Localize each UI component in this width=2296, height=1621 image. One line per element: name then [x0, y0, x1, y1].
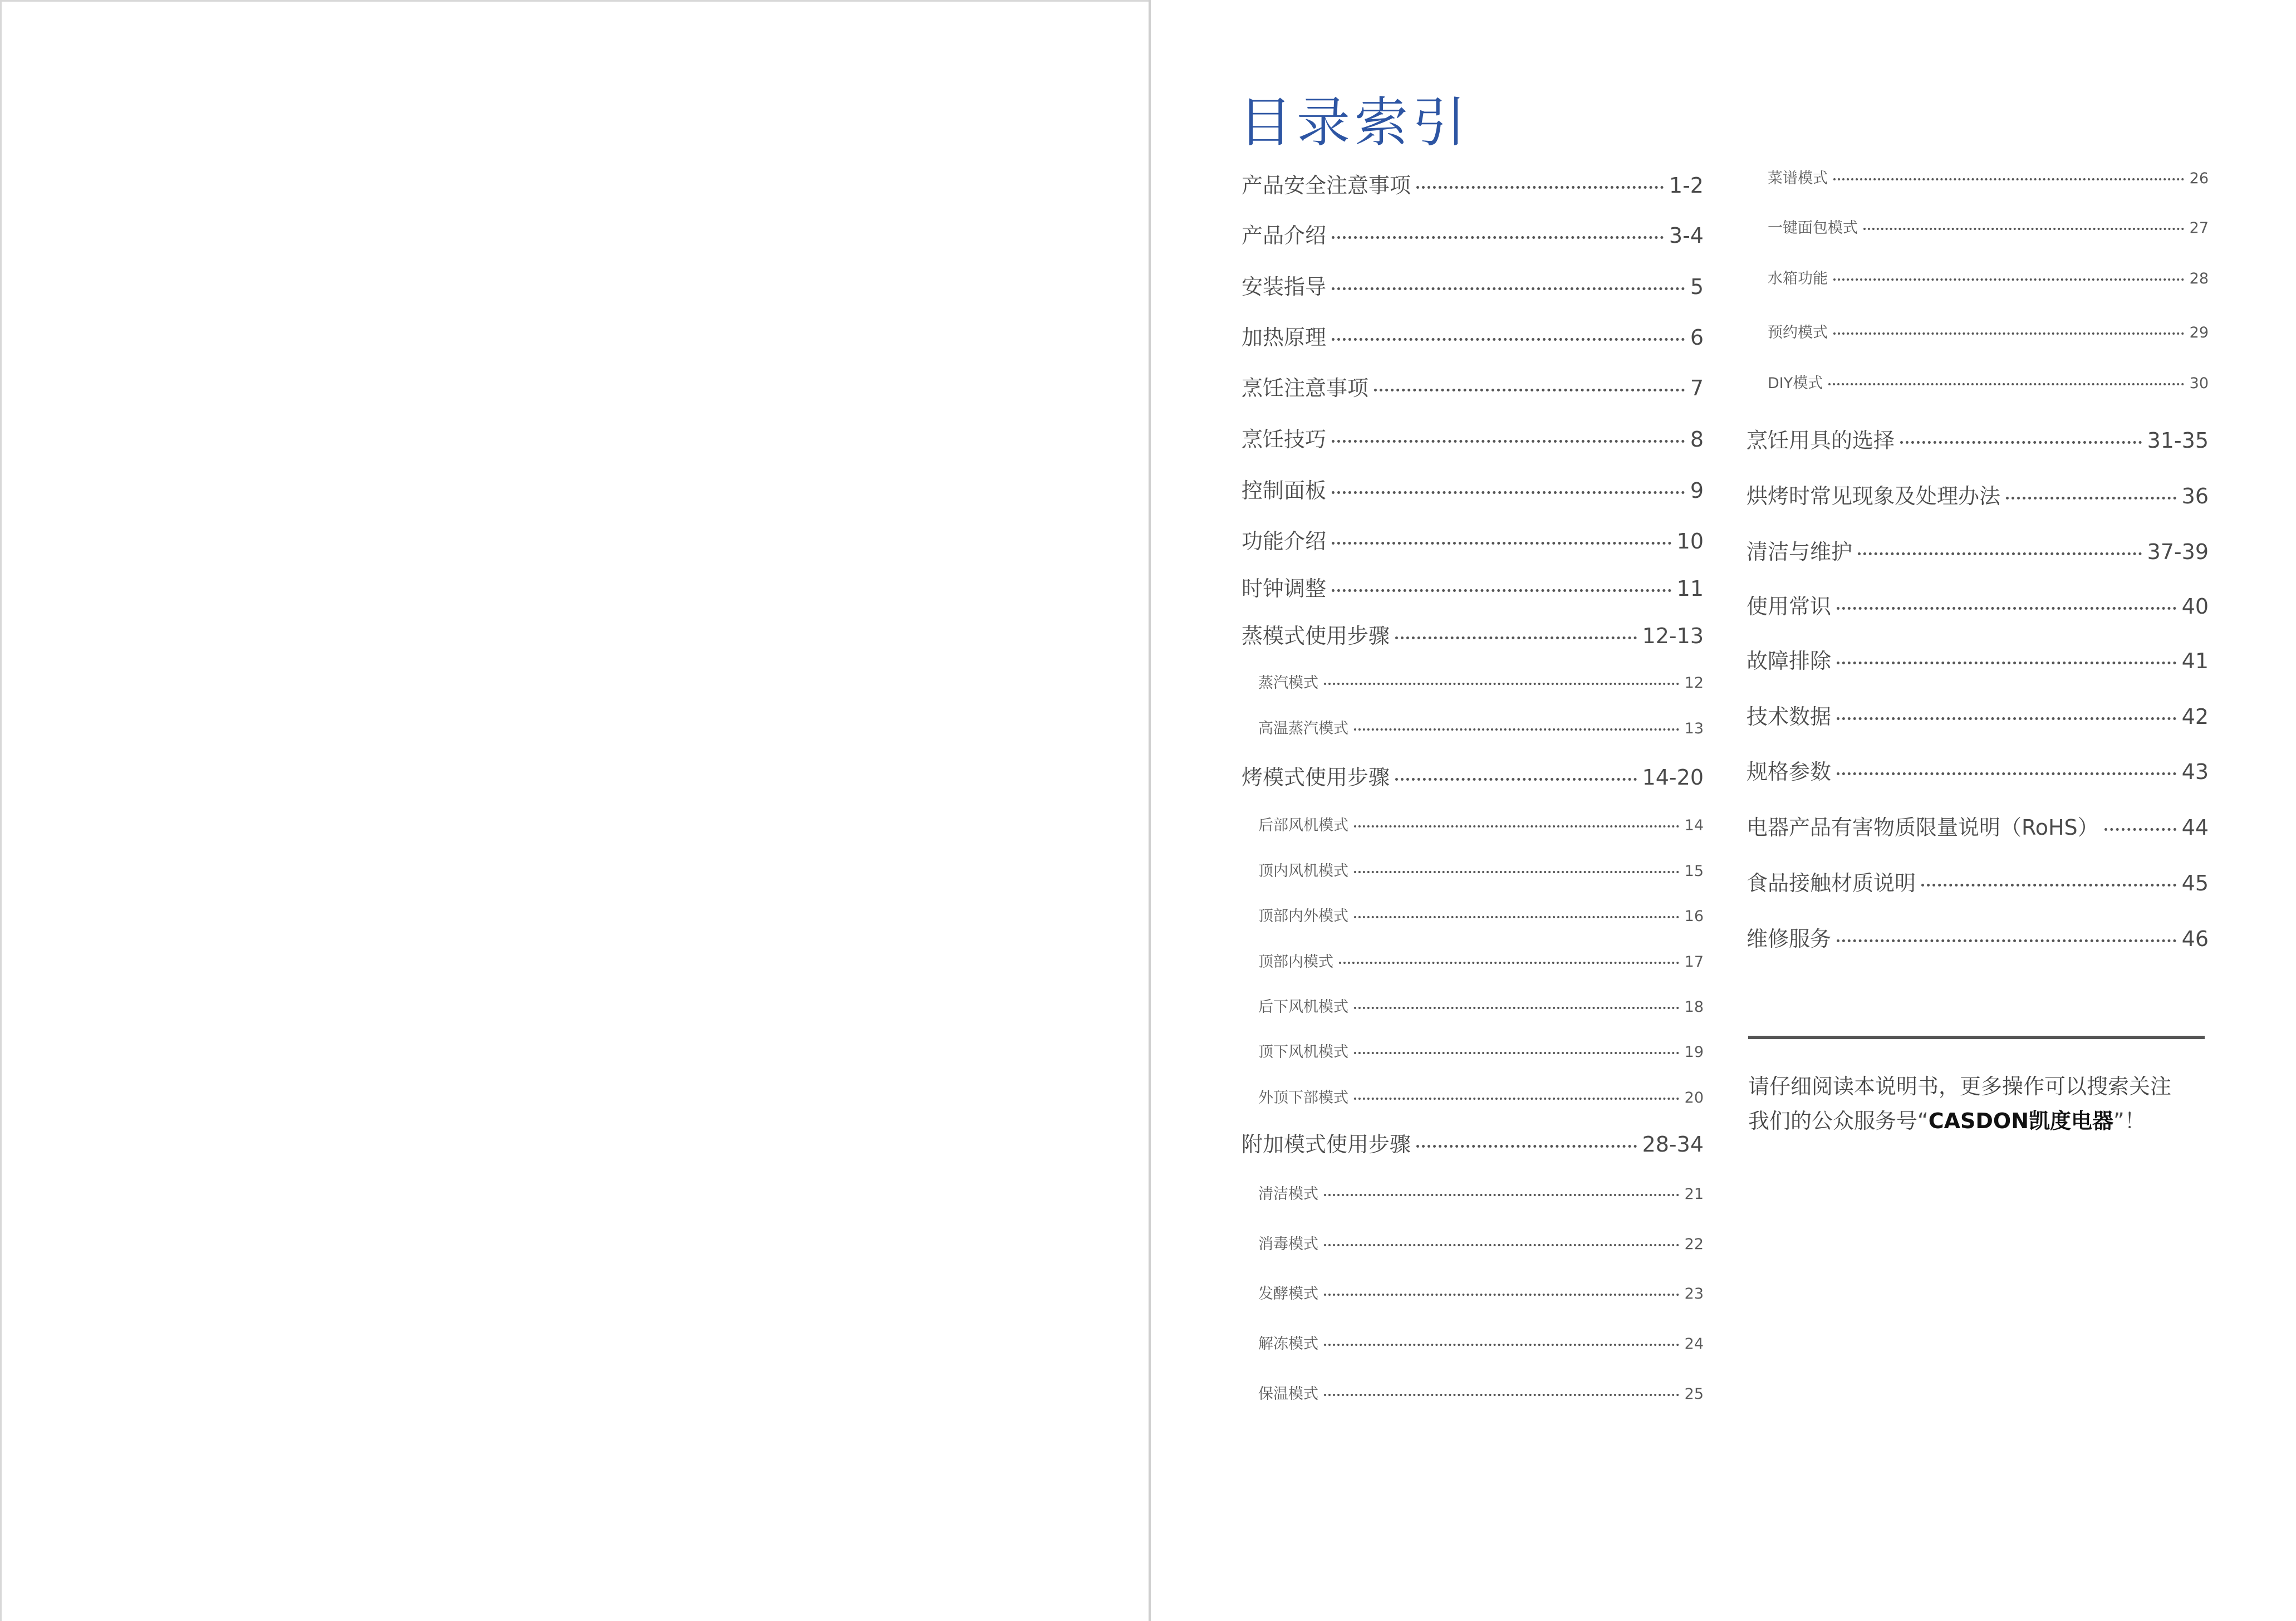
- toc-dot-leader: [1354, 1098, 1679, 1100]
- toc-dot-leader: [1833, 278, 2184, 281]
- toc-entry-label: 技术数据: [1746, 704, 1832, 729]
- toc-dot-leader: [1395, 778, 1637, 781]
- toc-entry-label: 菜谱模式: [1768, 170, 1828, 187]
- toc-entry: [1242, 374, 1704, 402]
- brand-name: CASDON凯度电器: [1928, 1109, 2114, 1133]
- toc-entry-label: 顶下风机模式: [1258, 1044, 1348, 1061]
- toc-page-number: 7: [1690, 376, 1704, 400]
- toc-page-number: 20: [1684, 1089, 1704, 1106]
- toc-page-number: 25: [1684, 1385, 1704, 1403]
- toc-entry: [1746, 869, 2209, 897]
- toc-page-number: 17: [1684, 953, 1704, 971]
- toc-entry-label: 烹饪用具的选择: [1746, 428, 1895, 453]
- toc-entry-label: 产品介绍: [1242, 223, 1327, 248]
- toc-entry-label: 控制面板: [1242, 478, 1327, 503]
- toc-page-number: 42: [2181, 704, 2209, 729]
- toc-entry-label: 发酵模式: [1258, 1285, 1318, 1302]
- toc-page-number: 11: [1676, 576, 1704, 601]
- toc-entry-label: 顶内风机模式: [1258, 863, 1348, 880]
- toc-entry-label: 烤模式使用步骤: [1242, 765, 1390, 790]
- toc-dot-leader: [1332, 287, 1685, 290]
- toc-dot-leader: [1837, 662, 2176, 664]
- toc-page-number: 16: [1684, 908, 1704, 925]
- note-divider: [1748, 1036, 2205, 1039]
- toc-dot-leader: [1354, 728, 1679, 731]
- toc-sub-entry: [1768, 322, 2209, 344]
- toc-page-number: 30: [2189, 375, 2209, 392]
- toc-page-number: 9: [1690, 478, 1704, 503]
- toc-page-number: 44: [2181, 815, 2209, 840]
- toc-entry-label: 外顶下部模式: [1258, 1089, 1348, 1106]
- toc-entry-label: 电器产品有害物质限量说明（RoHS）: [1746, 815, 2099, 840]
- toc-entry: [1242, 222, 1704, 249]
- toc-page-number: 31-35: [2147, 428, 2209, 453]
- toc-page-number: 29: [2189, 324, 2209, 341]
- toc-entry-label: 故障排除: [1746, 649, 1832, 673]
- toc-dot-leader: [1833, 178, 2184, 180]
- toc-dot-leader: [1374, 389, 1685, 391]
- toc-sub-entry: [1258, 1183, 1704, 1206]
- toc-dot-leader: [1828, 383, 2184, 385]
- toc-page-number: 15: [1684, 863, 1704, 880]
- toc-entry: [1242, 477, 1704, 505]
- toc-dot-leader: [1354, 916, 1679, 918]
- toc-entry-label: 后下风机模式: [1258, 998, 1348, 1016]
- toc-entry-label: 附加模式使用步骤: [1242, 1132, 1411, 1157]
- toc-entry: [1242, 324, 1704, 351]
- toc-entry-label: 消毒模式: [1258, 1236, 1318, 1253]
- toc-dot-leader: [1354, 1007, 1679, 1009]
- toc-dot-leader: [1837, 717, 2176, 720]
- toc-entry-label: 使用常识: [1746, 594, 1832, 619]
- toc-entry-label: 顶部内模式: [1258, 953, 1333, 971]
- toc-dot-leader: [1332, 542, 1671, 545]
- toc-dot-leader: [1837, 939, 2176, 942]
- note-line-2-prefix: 我们的公众服务号“: [1748, 1109, 1929, 1133]
- toc-sub-entry: [1258, 996, 1704, 1018]
- toc-dot-leader: [1416, 186, 1664, 189]
- toc-entry: [1746, 592, 2209, 620]
- toc-sub-entry: [1258, 1283, 1704, 1305]
- note-line-1: 请仔细阅读本说明书，更多操作可以搜索关注: [1748, 1074, 2172, 1099]
- toc-page-number: 19: [1684, 1044, 1704, 1061]
- toc-page-number: 28: [2189, 270, 2209, 287]
- toc-entry: [1746, 925, 2209, 953]
- toc-entry-label: 一键面包模式: [1768, 219, 1858, 237]
- toc-entry-label: 后部风机模式: [1258, 817, 1348, 834]
- toc-page-number: 22: [1684, 1236, 1704, 1253]
- reading-note: [1748, 1069, 2216, 1138]
- toc-entry: [1746, 703, 2209, 731]
- toc-entry-label: 解冻模式: [1258, 1335, 1318, 1353]
- toc-sub-entry: [1258, 672, 1704, 694]
- toc-page-number: 3-4: [1669, 223, 1704, 248]
- toc-page-number: 28-34: [1642, 1132, 1704, 1157]
- toc-dot-leader: [1332, 440, 1685, 443]
- toc-entry: [1746, 814, 2209, 841]
- toc-dot-leader: [1332, 338, 1685, 341]
- toc-sub-entry: [1258, 1233, 1704, 1256]
- toc-page-number: 45: [2181, 871, 2209, 895]
- toc-entry: [1242, 1130, 1704, 1158]
- toc-page-number: 41: [2181, 649, 2209, 673]
- toc-entry: [1746, 482, 2209, 510]
- toc-sub-entry: [1258, 1383, 1704, 1405]
- toc-page-number: 18: [1684, 998, 1704, 1016]
- toc-entry-label: 蒸汽模式: [1258, 674, 1318, 692]
- toc-dot-leader: [1324, 1344, 1679, 1346]
- note-line-2-suffix: ”！: [2113, 1109, 2146, 1133]
- toc-entry: [1746, 647, 2209, 675]
- toc-page-number: 6: [1690, 325, 1704, 350]
- toc-entry-label: 清洁与维护: [1746, 540, 1853, 564]
- toc-dot-leader: [1324, 1394, 1679, 1396]
- toc-page-number: 26: [2189, 170, 2209, 187]
- toc-sub-entry: [1258, 718, 1704, 740]
- toc-dot-leader: [1837, 607, 2176, 610]
- toc-page-number: 40: [2181, 594, 2209, 619]
- toc-sub-entry: [1768, 373, 2209, 395]
- toc-page-number: 37-39: [2147, 540, 2209, 564]
- toc-page-number: 8: [1690, 427, 1704, 452]
- toc-sub-entry: [1768, 217, 2209, 239]
- toc-dot-leader: [1837, 772, 2176, 775]
- toc-entry-label: 功能介绍: [1242, 529, 1327, 554]
- toc-page-number: 21: [1684, 1186, 1704, 1203]
- toc-sub-entry: [1258, 951, 1704, 973]
- toc-dot-leader: [2104, 828, 2176, 831]
- toc-entry: [1242, 527, 1704, 555]
- toc-sub-entry: [1258, 905, 1704, 928]
- toc-entry-label: DIY模式: [1768, 375, 1823, 392]
- toc-entry: [1746, 427, 2209, 454]
- toc-entry: [1746, 758, 2209, 786]
- toc-page-number: 23: [1684, 1285, 1704, 1302]
- toc-dot-leader: [1324, 1244, 1679, 1246]
- toc-sub-entry: [1768, 168, 2209, 190]
- toc-entry-label: 规格参数: [1746, 760, 1832, 784]
- toc-entry-label: 水箱功能: [1768, 270, 1828, 287]
- toc-dot-leader: [1921, 884, 2176, 887]
- toc-dot-leader: [1416, 1145, 1637, 1148]
- toc-entry-label: 保温模式: [1258, 1385, 1318, 1403]
- toc-entry: [1242, 575, 1704, 603]
- toc-sub-entry: [1258, 1041, 1704, 1064]
- toc-entry: [1242, 622, 1704, 650]
- toc-entry: [1242, 425, 1704, 453]
- toc-entry-label: 产品安全注意事项: [1242, 173, 1411, 198]
- toc-title: 目录索引: [1239, 91, 1470, 154]
- toc-page-number: 46: [2181, 927, 2209, 951]
- toc-dot-leader: [1354, 871, 1679, 873]
- toc-entry: [1242, 763, 1704, 791]
- toc-dot-leader: [1858, 552, 2142, 555]
- toc-entry-label: 安装指导: [1242, 275, 1327, 299]
- toc-dot-leader: [1354, 825, 1679, 827]
- toc-dot-leader: [1324, 683, 1679, 685]
- toc-entry-label: 烘烤时常见现象及处理办法: [1746, 484, 2001, 508]
- toc-page-number: 14: [1684, 817, 1704, 834]
- toc-page-number: 1-2: [1669, 173, 1704, 198]
- toc-entry-label: 时钟调整: [1242, 576, 1327, 601]
- toc-sub-entry: [1258, 815, 1704, 837]
- toc-page-number: 5: [1690, 275, 1704, 299]
- toc-page-number: 13: [1684, 720, 1704, 737]
- toc-entry-label: 顶部内外模式: [1258, 908, 1348, 925]
- toc-page-number: 24: [1684, 1335, 1704, 1353]
- toc-entry-label: 预约模式: [1768, 324, 1828, 341]
- toc-dot-leader: [2006, 497, 2176, 499]
- toc-entry-label: 清洁模式: [1258, 1186, 1318, 1203]
- toc-dot-leader: [1339, 962, 1679, 964]
- toc-dot-leader: [1324, 1194, 1679, 1196]
- toc-entry-label: 高温蒸汽模式: [1258, 720, 1348, 737]
- toc-entry-label: 烹饪技巧: [1242, 427, 1327, 452]
- toc-entry-label: 蒸模式使用步骤: [1242, 624, 1390, 648]
- toc-entry: [1746, 538, 2209, 566]
- toc-dot-leader: [1900, 441, 2142, 444]
- toc-dot-leader: [1332, 491, 1685, 494]
- toc-dot-leader: [1332, 236, 1664, 239]
- toc-dot-leader: [1395, 636, 1637, 639]
- toc-page-number: 27: [2189, 219, 2209, 237]
- toc-page-number: 12-13: [1642, 624, 1704, 648]
- toc-sub-entry: [1258, 1333, 1704, 1355]
- toc-dot-leader: [1332, 589, 1671, 592]
- toc-page-number: 43: [2181, 760, 2209, 784]
- toc-page-number: 10: [1676, 529, 1704, 554]
- toc-entry-label: 加热原理: [1242, 325, 1327, 350]
- toc-entry-label: 维修服务: [1746, 927, 1832, 951]
- toc-sub-entry: [1258, 860, 1704, 883]
- toc-sub-entry: [1258, 1087, 1704, 1109]
- toc-page-number: 14-20: [1642, 765, 1704, 790]
- toc-dot-leader: [1833, 332, 2184, 335]
- toc-sub-entry: [1768, 268, 2209, 290]
- toc-entry: [1242, 172, 1704, 199]
- toc-entry: [1242, 273, 1704, 301]
- toc-dot-leader: [1324, 1294, 1679, 1296]
- toc-entry-label: 食品接触材质说明: [1746, 871, 1916, 895]
- toc-entry-label: 烹饪注意事项: [1242, 376, 1369, 400]
- toc-dot-leader: [1863, 228, 2184, 230]
- toc-page-number: 36: [2181, 484, 2209, 508]
- toc-page-number: 12: [1684, 674, 1704, 692]
- toc-dot-leader: [1354, 1052, 1679, 1054]
